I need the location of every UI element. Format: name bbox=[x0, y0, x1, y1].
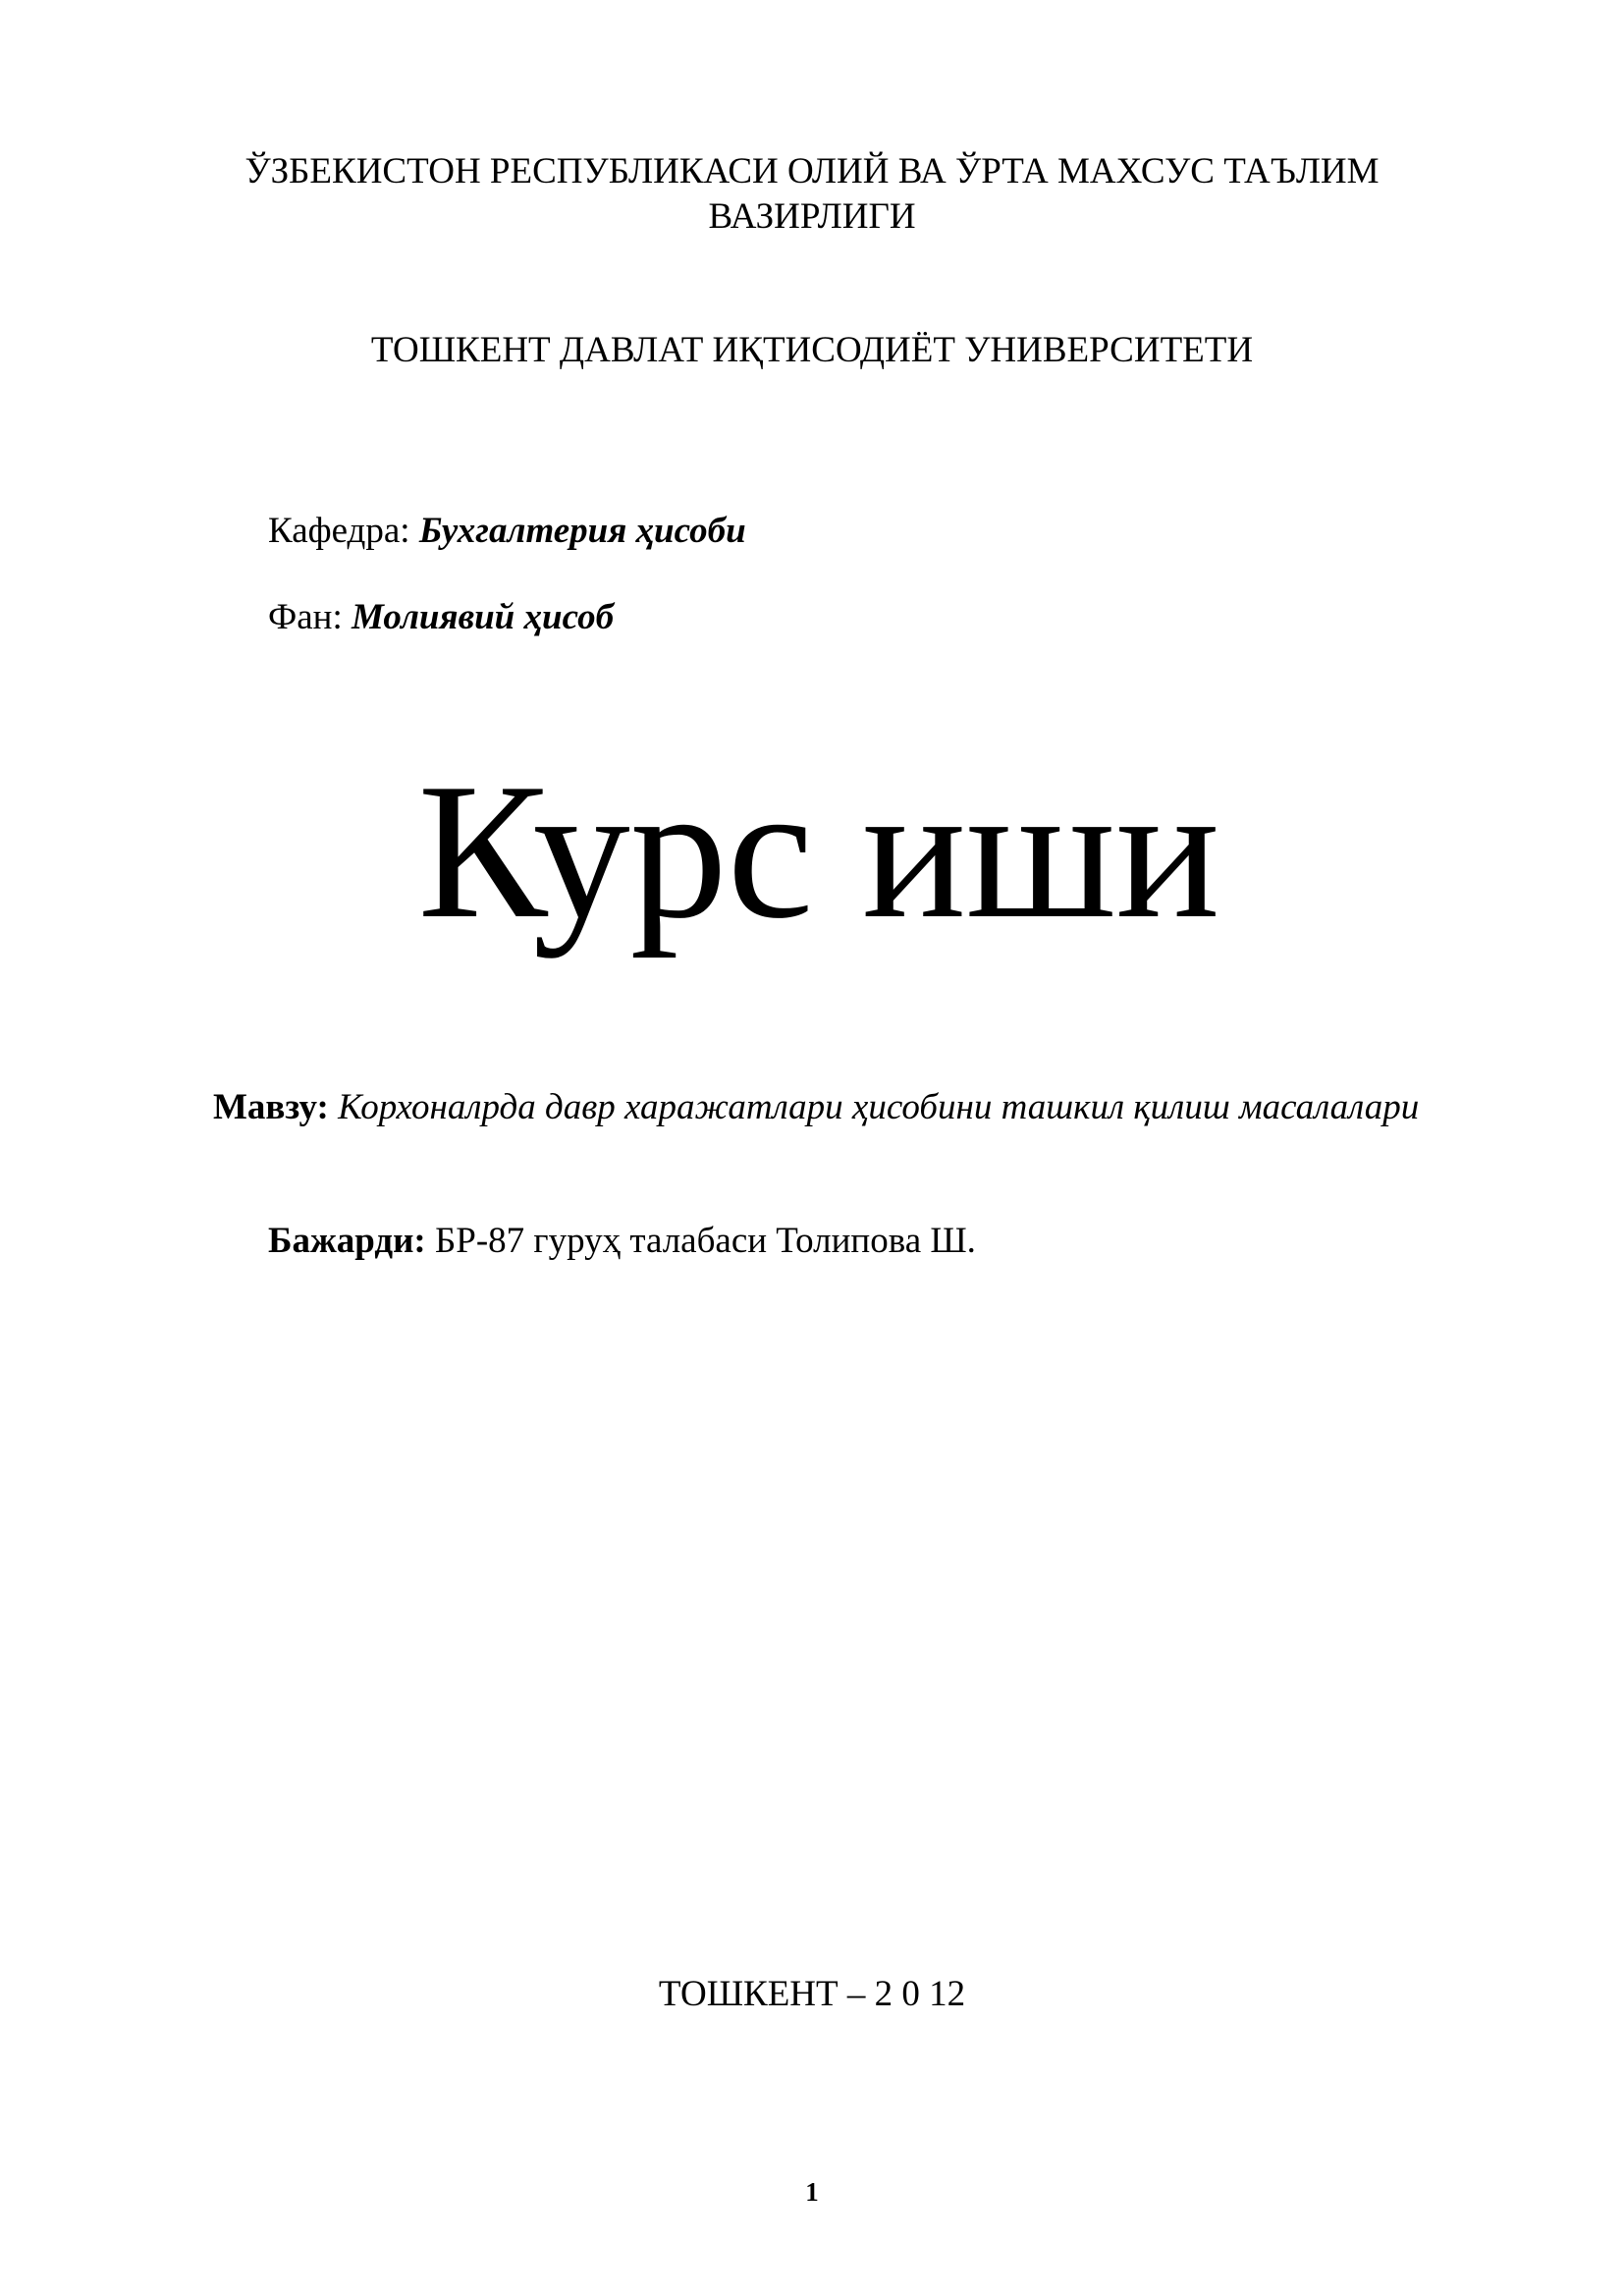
topic-label: Мавзу: bbox=[213, 1087, 339, 1127]
university-name: ТОШКЕНТ ДАВЛАТ ИҚТИСОДИЁТ УНИВЕРСИТЕТИ bbox=[370, 330, 1254, 370]
department-line bbox=[268, 513, 746, 549]
topic-line bbox=[213, 1089, 1419, 1125]
city-year: ТОШКЕНТ – 2 0 12 bbox=[658, 1974, 966, 2014]
subject-label: Фан: bbox=[268, 597, 352, 637]
subject-line bbox=[268, 599, 614, 635]
ministry-line-1: ЎЗБЕКИСТОН РЕСПУБЛИКАСИ ОЛИЙ ВА ЎРТА МАХСУС ТАЪЛИМ bbox=[244, 151, 1380, 191]
author-label: Бажарди: bbox=[268, 1221, 435, 1261]
document-title: Курс иши bbox=[417, 743, 1220, 958]
ministry-line-2: ВАЗИРЛИГИ bbox=[708, 196, 916, 237]
topic-value: Корхоналрда давр харажатлари ҳисобини ташкил қилиш масалалари bbox=[338, 1087, 1420, 1127]
author-line bbox=[268, 1223, 976, 1259]
department-value: Бухгалтерия ҳисоби bbox=[418, 511, 746, 551]
department-label: Кафедра: bbox=[268, 511, 419, 551]
author-value: БР-87 гуруҳ талабаси Толипова Ш. bbox=[435, 1221, 976, 1261]
subject-value: Молиявий ҳисоб bbox=[351, 597, 615, 637]
page-number: 1 bbox=[805, 2177, 819, 2207]
